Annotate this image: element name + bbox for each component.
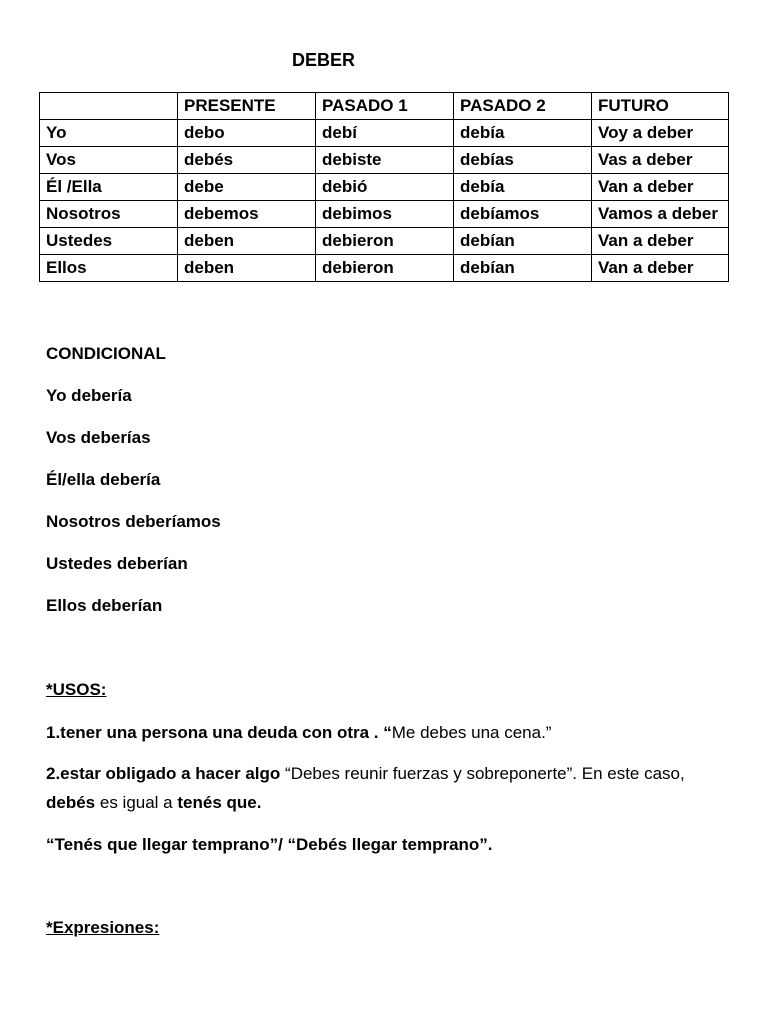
usos-item-1-text: Me debes una cena.” xyxy=(391,723,552,742)
usos-item-2-text: “Debes reunir fuerzas y sobreponerte”. En este caso, xyxy=(280,764,685,783)
table-cell: debían xyxy=(454,228,592,255)
condicional-line: Nosotros deberíamos xyxy=(46,512,221,531)
table-header-cell: FUTURO xyxy=(592,93,729,120)
table-cell: Voy a deber xyxy=(592,120,729,147)
usos-item-2-bold: 2.estar obligado a hacer algo xyxy=(46,764,281,783)
conjugation-table xyxy=(39,92,729,282)
table-row xyxy=(40,147,729,174)
condicional-line: Ellos deberían xyxy=(46,596,163,615)
table-row xyxy=(40,201,729,228)
table-cell: debo xyxy=(178,120,316,147)
table-cell: deben xyxy=(178,228,316,255)
table-cell: Ellos xyxy=(40,255,178,282)
usos-item-2 xyxy=(46,759,736,817)
table-cell: debiste xyxy=(316,147,454,174)
table-cell: deben xyxy=(178,255,316,282)
table-cell: Él /Ella xyxy=(40,174,178,201)
condicional-line: Vos deberías xyxy=(46,428,151,447)
table-cell: Van a deber xyxy=(592,174,729,201)
page-title: DEBER xyxy=(292,50,356,70)
table-cell: debieron xyxy=(316,228,454,255)
table-cell: debés xyxy=(178,147,316,174)
usos-item-1 xyxy=(46,718,736,747)
expresiones-heading: *Expresiones: xyxy=(46,918,160,937)
table-cell: debe xyxy=(178,174,316,201)
condicional-line: Ustedes deberían xyxy=(46,554,188,573)
table-header-cell xyxy=(40,93,178,120)
table-cell: Ustedes xyxy=(40,228,178,255)
usos-item-2-bold-3: tenés que. xyxy=(177,793,262,812)
condicional-line: Él/ella debería xyxy=(46,470,161,489)
usos-item-2-bold-2: debés xyxy=(46,793,96,812)
table-header-cell: PASADO 2 xyxy=(454,93,592,120)
table-cell: debió xyxy=(316,174,454,201)
table-header-row xyxy=(40,93,729,120)
condicional-heading: CONDICIONAL xyxy=(46,344,166,363)
table-cell: debieron xyxy=(316,255,454,282)
table-cell: debimos xyxy=(316,201,454,228)
table-row xyxy=(40,228,729,255)
usos-item-1-bold: 1.tener una persona una deuda con otra . “ xyxy=(46,723,392,742)
table-cell: debía xyxy=(454,174,592,201)
table-header-cell: PASADO 1 xyxy=(316,93,454,120)
usos-heading: *USOS: xyxy=(46,680,107,699)
table-cell: debíamos xyxy=(454,201,592,228)
table-cell: debía xyxy=(454,120,592,147)
table-cell: debemos xyxy=(178,201,316,228)
table-cell: Vos xyxy=(40,147,178,174)
table-cell: Van a deber xyxy=(592,228,729,255)
table-header-cell: PRESENTE xyxy=(178,93,316,120)
table-cell: Van a deber xyxy=(592,255,729,282)
table-row xyxy=(40,174,729,201)
table-cell: Yo xyxy=(40,120,178,147)
condicional-line: Yo debería xyxy=(46,386,132,405)
usos-example: “Tenés que llegar temprano”/ “Debés llegar temprano”. xyxy=(46,835,493,854)
table-cell: Vas a deber xyxy=(592,147,729,174)
table-cell: debí xyxy=(316,120,454,147)
table-row xyxy=(40,255,729,282)
table-cell: Vamos a deber xyxy=(592,201,729,228)
table-cell: Nosotros xyxy=(40,201,178,228)
table-cell: debías xyxy=(454,147,592,174)
table-cell: debían xyxy=(454,255,592,282)
usos-item-2-text-2: es igual a xyxy=(95,793,178,812)
table-row xyxy=(40,120,729,147)
